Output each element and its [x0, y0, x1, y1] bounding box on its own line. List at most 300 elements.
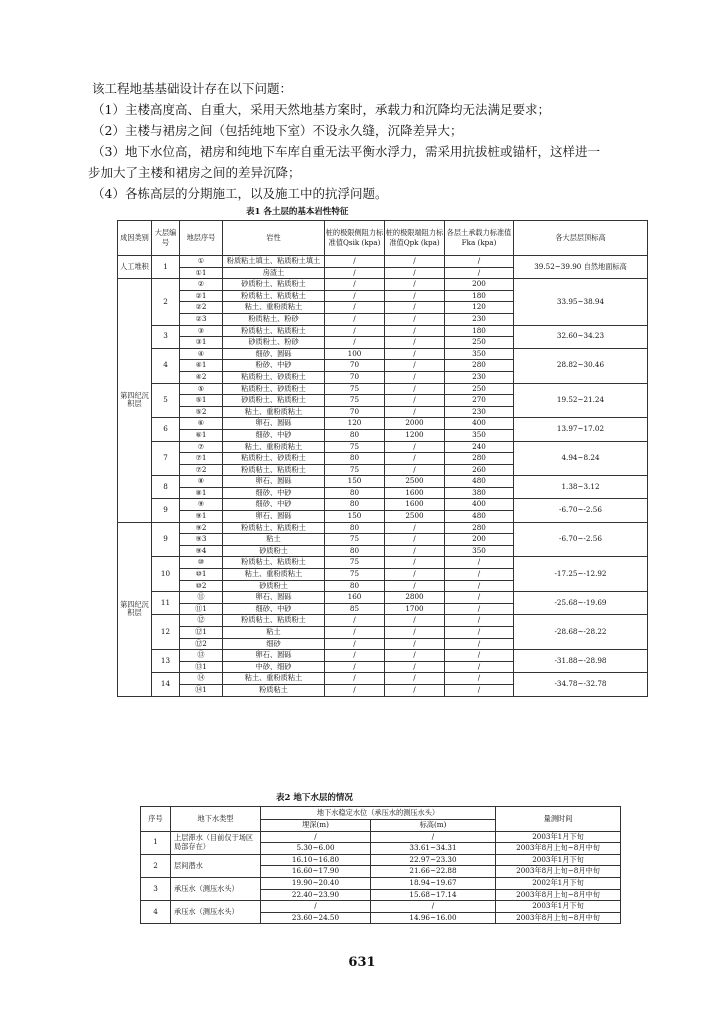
qpk-cell: / [385, 267, 445, 279]
qsik-cell: / [325, 302, 385, 314]
qsik-cell: 120 [325, 418, 385, 430]
elevation-cell: 33.95~38.94 [514, 279, 648, 325]
fka-cell: / [445, 592, 514, 604]
measure-time-cell: 2003年1月下旬 [496, 831, 621, 843]
depth-cell: / [261, 901, 371, 913]
qsik-cell: 80 [325, 580, 385, 592]
qsik-cell: / [325, 650, 385, 662]
fka-cell: 480 [445, 511, 514, 523]
qsik-cell: 75 [325, 464, 385, 476]
qpk-cell: / [385, 638, 445, 650]
qpk-cell: / [385, 256, 445, 268]
table-row [118, 325, 648, 337]
qpk-cell: 2500 [385, 511, 445, 523]
layer-no-cell: ⑤1 [180, 395, 223, 407]
major-layer-cell: 10 [152, 557, 180, 592]
fka-cell: 270 [445, 395, 514, 407]
qsik-cell: / [325, 279, 385, 291]
elevation-cell: -28.68~-28.22 [514, 615, 648, 650]
layer-no-cell: ③ [180, 325, 223, 337]
layer-no-cell: ⑫1 [180, 627, 223, 639]
layer-no-cell: ⑨4 [180, 545, 223, 557]
qsik-cell: 80 [325, 429, 385, 441]
water-type-cell: 上层滞水（目前仅于场区局部存在） [171, 831, 261, 854]
lithology-cell: 卵石、圆砾 [223, 418, 325, 430]
depth-cell: 19.90~20.40 [261, 877, 371, 889]
elevation-cell: 33.61~34.31 [371, 843, 496, 855]
lithology-cell: 粘土、重粉质粘土 [223, 441, 325, 453]
intro-line-3: （2）主楼与裙房之间（包括纯地下室）不设永久缝，沉降差异大； [92, 123, 463, 138]
qsik-cell: 75 [325, 534, 385, 546]
layer-no-cell: ④ [180, 348, 223, 360]
depth-cell: 16.60~17.90 [261, 866, 371, 878]
fka-cell: / [445, 580, 514, 592]
qsik-cell: 160 [325, 592, 385, 604]
depth-cell: 23.60~24.50 [261, 912, 371, 924]
qsik-cell: / [325, 638, 385, 650]
lithology-cell: 砂质粉土、粘质粉土 [223, 279, 325, 291]
elevation-cell: 1.38~3.12 [514, 476, 648, 499]
qsik-cell: 80 [325, 499, 385, 511]
water-type-cell: 承压水（测压水头） [171, 901, 261, 924]
header-no: 序号 [141, 807, 171, 832]
qsik-cell: 80 [325, 522, 385, 534]
major-layer-cell: 3 [152, 325, 180, 348]
fka-cell: 480 [445, 476, 514, 488]
elevation-cell: 15.68~17.14 [371, 889, 496, 901]
fka-cell: / [445, 638, 514, 650]
lithology-cell: 粉质粘土、粘质粘土 [223, 290, 325, 302]
qsik-cell: / [325, 290, 385, 302]
major-layer-cell: 13 [152, 650, 180, 673]
qpk-cell: 1700 [385, 603, 445, 615]
major-layer-cell: 9 [152, 499, 180, 522]
fka-cell: 250 [445, 383, 514, 395]
elevation-cell: 28.82~30.46 [514, 348, 648, 383]
qpk-cell: / [385, 441, 445, 453]
qpk-cell: / [385, 395, 445, 407]
layer-no-cell: ⑪1 [180, 603, 223, 615]
major-layer-cell: 7 [152, 441, 180, 476]
layer-no-cell: ⑪ [180, 592, 223, 604]
elevation-cell: / [371, 901, 496, 913]
layer-no-cell: ⑦2 [180, 464, 223, 476]
qpk-cell: / [385, 313, 445, 325]
table-row [118, 279, 648, 291]
lithology-cell: 砂质粉土、粉砂 [223, 337, 325, 349]
major-layer-cell: 11 [152, 592, 180, 615]
layer-no-cell: ⑨3 [180, 534, 223, 546]
lithology-cell: 粘土、重粉质粘土 [223, 673, 325, 685]
header-water-type: 地下水类型 [171, 807, 261, 832]
qpk-cell: 2500 [385, 476, 445, 488]
qsik-cell: / [325, 627, 385, 639]
water-no-cell: 1 [141, 831, 171, 854]
table1-caption: 表1 各土层的基本岩性特征 [246, 207, 349, 217]
table-row [118, 522, 648, 534]
elevation-cell: / [371, 831, 496, 843]
major-layer-cell: 9 [152, 522, 180, 557]
elevation-cell: 14.96~16.00 [371, 912, 496, 924]
qpk-cell: / [385, 580, 445, 592]
qsik-cell: 85 [325, 603, 385, 615]
table-row [118, 383, 648, 395]
fka-cell: / [445, 627, 514, 639]
elevation-cell: -6.70~-2.56 [514, 499, 648, 522]
table-row [141, 901, 621, 913]
fka-cell: 250 [445, 337, 514, 349]
fka-cell: 230 [445, 313, 514, 325]
header-qsik: 桩的极限侧阻力标准值Qsik (kpa) [325, 221, 385, 256]
fka-cell: / [445, 684, 514, 696]
header-major-layer: 大层编号 [152, 221, 180, 256]
fka-cell: 230 [445, 371, 514, 383]
page-number: 631 [348, 955, 376, 970]
major-layer-cell: 12 [152, 615, 180, 650]
measure-time-cell: 2003年8月上旬~8月中旬 [496, 912, 621, 924]
qsik-cell: 150 [325, 511, 385, 523]
major-layer-cell: 14 [152, 673, 180, 696]
layer-no-cell: ②2 [180, 302, 223, 314]
qsik-cell: 80 [325, 453, 385, 465]
qpk-cell: / [385, 673, 445, 685]
layer-no-cell: ④1 [180, 360, 223, 372]
measure-time-cell: 2003年8月上旬~8月中旬 [496, 843, 621, 855]
table-row [118, 476, 648, 488]
intro-line-5: 步加大了主楼和裙房之间的差异沉降； [88, 165, 301, 180]
soil-layer-table [117, 220, 648, 697]
qpk-cell: / [385, 337, 445, 349]
water-no-cell: 4 [141, 901, 171, 924]
fka-cell: 400 [445, 499, 514, 511]
table-row [118, 673, 648, 685]
table-row [118, 615, 648, 627]
qsik-cell: / [325, 313, 385, 325]
lithology-cell: 粘土 [223, 534, 325, 546]
elevation-cell: 19.52~21.24 [514, 383, 648, 418]
elevation-cell: 22.97~23.30 [371, 854, 496, 866]
table-row [118, 592, 648, 604]
intro-line-1: 该工程地基基础设计存在以下问题： [92, 81, 293, 96]
layer-no-cell: ⑨ [180, 499, 223, 511]
layer-no-cell: ②3 [180, 313, 223, 325]
layer-no-cell: ③1 [180, 337, 223, 349]
elevation-cell: 4.94~8.24 [514, 441, 648, 476]
header-qpk: 桩的极限端阻力标准值Qpk (kpa) [385, 221, 445, 256]
fka-cell: 280 [445, 360, 514, 372]
qpk-cell: / [385, 569, 445, 581]
layer-no-cell: ⑬ [180, 650, 223, 662]
qsik-cell: / [325, 615, 385, 627]
qsik-cell: / [325, 684, 385, 696]
elevation-cell: 13.97~17.02 [514, 418, 648, 441]
lithology-cell: 细砂、中砂 [223, 499, 325, 511]
lithology-cell: 粘土、重粉质粘土 [223, 302, 325, 314]
qpk-cell: / [385, 557, 445, 569]
qsik-cell: / [325, 673, 385, 685]
table-row [118, 418, 648, 430]
qpk-cell: / [385, 325, 445, 337]
fka-cell: 350 [445, 348, 514, 360]
lithology-cell: 中砂、细砂 [223, 661, 325, 673]
qpk-cell: / [385, 290, 445, 302]
lithology-cell: 粘质粉土、砂质粉土 [223, 453, 325, 465]
header-lithology: 岩性 [223, 221, 325, 256]
layer-no-cell: ⑨1 [180, 511, 223, 523]
fka-cell: 350 [445, 545, 514, 557]
lithology-cell: 粉质粘土、粘质粉土 [223, 557, 325, 569]
genesis-cell: 人工堆积 [118, 256, 152, 279]
table2-header-row [141, 807, 621, 820]
major-layer-cell: 5 [152, 383, 180, 418]
lithology-cell: 粘质粉土、砂质粉土 [223, 371, 325, 383]
elevation-cell: 21.66~22.88 [371, 866, 496, 878]
intro-line-4: （3）地下水位高，裙房和纯地下车库自重无法平衡水浮力，需采用抗拔桩或锚杆，这样进一 [92, 144, 600, 159]
fka-cell: 400 [445, 418, 514, 430]
qpk-cell: / [385, 545, 445, 557]
lithology-cell: 粘土、重粉质粘土 [223, 406, 325, 418]
fka-cell: / [445, 615, 514, 627]
header-elevation: 标高(m) [371, 820, 496, 832]
water-no-cell: 3 [141, 877, 171, 900]
lithology-cell: 房渣土 [223, 267, 325, 279]
table-row [118, 441, 648, 453]
lithology-cell: 粉质粘土填土、粘质粉土填土 [223, 256, 325, 268]
major-layer-cell: 4 [152, 348, 180, 383]
depth-cell: 5.30~6.00 [261, 843, 371, 855]
layer-no-cell: ① [180, 256, 223, 268]
layer-no-cell: ④2 [180, 371, 223, 383]
qsik-cell: 70 [325, 406, 385, 418]
qpk-cell: 2000 [385, 418, 445, 430]
qpk-cell: / [385, 684, 445, 696]
intro-line-2: （1）主楼高度高、自重大，采用天然地基方案时，承载力和沉降均无法满足要求； [92, 102, 550, 117]
table-row [141, 854, 621, 866]
depth-cell: 16.10~16.80 [261, 854, 371, 866]
qsik-cell: 75 [325, 569, 385, 581]
lithology-cell: 粉质粘土、粘质粉土 [223, 615, 325, 627]
elevation-cell: -6.70~-2.56 [514, 522, 648, 557]
qpk-cell: 1200 [385, 429, 445, 441]
qpk-cell: / [385, 464, 445, 476]
water-no-cell: 2 [141, 854, 171, 877]
table1-header-row [118, 221, 648, 256]
layer-no-cell: ⑭ [180, 673, 223, 685]
qpk-cell: 1600 [385, 499, 445, 511]
elevation-cell: -25.68~-19.69 [514, 592, 648, 615]
elevation-cell: -34.78~-32.78 [514, 673, 648, 696]
lithology-cell: 砂质粉土 [223, 545, 325, 557]
table-row [118, 348, 648, 360]
layer-no-cell: ⑭1 [180, 684, 223, 696]
qsik-cell: 80 [325, 545, 385, 557]
layer-no-cell: ② [180, 279, 223, 291]
layer-no-cell: ⑤2 [180, 406, 223, 418]
layer-no-cell: ⑩ [180, 557, 223, 569]
qpk-cell: / [385, 650, 445, 662]
header-measure-time: 量测时间 [496, 807, 621, 832]
header-elevation: 各大层层顶标高 [514, 221, 648, 256]
major-layer-cell: 1 [152, 256, 180, 279]
lithology-cell: 粘质粉土、砂质粉土 [223, 383, 325, 395]
fka-cell: 380 [445, 487, 514, 499]
qsik-cell: 75 [325, 557, 385, 569]
measure-time-cell: 2003年1月下旬 [496, 854, 621, 866]
header-fka: 各层土承载力标准值Fka (kpa) [445, 221, 514, 256]
fka-cell: 180 [445, 290, 514, 302]
fka-cell: 230 [445, 406, 514, 418]
elevation-cell: 32.60~34.23 [514, 325, 648, 348]
layer-no-cell: ⑫ [180, 615, 223, 627]
fka-cell: 280 [445, 453, 514, 465]
qpk-cell: / [385, 627, 445, 639]
elevation-cell: -17.25~-12.92 [514, 557, 648, 592]
fka-cell: / [445, 673, 514, 685]
layer-no-cell: ⑩2 [180, 580, 223, 592]
layer-no-cell: ⑫2 [180, 638, 223, 650]
qsik-cell: 80 [325, 487, 385, 499]
table-row [141, 831, 621, 843]
lithology-cell: 粘土 [223, 627, 325, 639]
major-layer-cell: 2 [152, 279, 180, 325]
depth-cell: 22.40~23.90 [261, 889, 371, 901]
layer-no-cell: ⑧1 [180, 487, 223, 499]
qpk-cell: / [385, 383, 445, 395]
fka-cell: / [445, 256, 514, 268]
qpk-cell: / [385, 360, 445, 372]
qsik-cell: / [325, 325, 385, 337]
lithology-cell: 粉质粘土 [223, 684, 325, 696]
fka-cell: / [445, 650, 514, 662]
qsik-cell: / [325, 337, 385, 349]
qpk-cell: / [385, 534, 445, 546]
lithology-cell: 卵石、圆砾 [223, 592, 325, 604]
qpk-cell: / [385, 453, 445, 465]
layer-no-cell: ⑨2 [180, 522, 223, 534]
qsik-cell: 70 [325, 360, 385, 372]
fka-cell: 200 [445, 534, 514, 546]
table-row [141, 877, 621, 889]
layer-no-cell: ⑦1 [180, 453, 223, 465]
fka-cell: / [445, 569, 514, 581]
qpk-cell: / [385, 522, 445, 534]
lithology-cell: 砂质粉土、粘质粉土 [223, 395, 325, 407]
groundwater-table [140, 806, 621, 924]
intro-line-6: （4）各栋高层的分期施工，以及施工中的抗浮问题。 [92, 186, 388, 201]
lithology-cell: 细砂、中砂 [223, 487, 325, 499]
fka-cell: 120 [445, 302, 514, 314]
fka-cell: / [445, 603, 514, 615]
lithology-cell: 粉质粘土、粘质粉土 [223, 522, 325, 534]
qsik-cell: / [325, 661, 385, 673]
qsik-cell: 100 [325, 348, 385, 360]
table-row [118, 557, 648, 569]
qsik-cell: 75 [325, 395, 385, 407]
lithology-cell: 细砂、中砂 [223, 429, 325, 441]
qpk-cell: / [385, 371, 445, 383]
elevation-cell: 39.52~39.90 自然地面标高 [514, 256, 648, 279]
qsik-cell: / [325, 267, 385, 279]
fka-cell: 240 [445, 441, 514, 453]
qpk-cell: / [385, 661, 445, 673]
fka-cell: 350 [445, 429, 514, 441]
layer-no-cell: ⑤ [180, 383, 223, 395]
header-depth: 埋深(m) [261, 820, 371, 832]
depth-cell: / [261, 831, 371, 843]
layer-no-cell: ⑧ [180, 476, 223, 488]
table-row [118, 256, 648, 268]
water-type-cell: 层间潜水 [171, 854, 261, 877]
lithology-cell: 砂质粉土 [223, 580, 325, 592]
lithology-cell: 粉质粘土、粉砂 [223, 313, 325, 325]
layer-no-cell: ⑬1 [180, 661, 223, 673]
qsik-cell: 75 [325, 441, 385, 453]
header-genesis: 成因类别 [118, 221, 152, 256]
elevation-cell: -31.88~-28.98 [514, 650, 648, 673]
qpk-cell: / [385, 348, 445, 360]
layer-no-cell: ⑥ [180, 418, 223, 430]
qsik-cell: 70 [325, 371, 385, 383]
table-row [118, 650, 648, 662]
lithology-cell: 粉质粘土、粘质粉土 [223, 325, 325, 337]
qpk-cell: / [385, 615, 445, 627]
lithology-cell: 细砂 [223, 638, 325, 650]
table-row [118, 499, 648, 511]
genesis-cell: 第四纪沉积层 [118, 522, 152, 696]
fka-cell: 260 [445, 464, 514, 476]
fka-cell: / [445, 267, 514, 279]
measure-time-cell: 2003年1月下旬 [496, 901, 621, 913]
lithology-cell: 卵石、圆砾 [223, 476, 325, 488]
layer-no-cell: ⑥1 [180, 429, 223, 441]
fka-cell: 280 [445, 522, 514, 534]
measure-time-cell: 2003年8月上旬~8月中旬 [496, 866, 621, 878]
header-water-level: 地下水稳定水位（承压水的测压水头） [261, 807, 496, 820]
fka-cell: 180 [445, 325, 514, 337]
lithology-cell: 卵石、圆砾 [223, 511, 325, 523]
major-layer-cell: 6 [152, 418, 180, 441]
qpk-cell: 1600 [385, 487, 445, 499]
header-layer-no: 地层序号 [180, 221, 223, 256]
qpk-cell: / [385, 406, 445, 418]
layer-no-cell: ⑦ [180, 441, 223, 453]
measure-time-cell: 2002年1月下旬 [496, 877, 621, 889]
lithology-cell: 卵石、圆砾 [223, 650, 325, 662]
measure-time-cell: 2003年8月上旬~8月中旬 [496, 889, 621, 901]
genesis-cell: 第四纪沉积层 [118, 279, 152, 522]
layer-no-cell: ⑩1 [180, 569, 223, 581]
qsik-cell: 150 [325, 476, 385, 488]
lithology-cell: 粉质粘土、粘质粉土 [223, 464, 325, 476]
lithology-cell: 粉砂、中砂 [223, 360, 325, 372]
qpk-cell: / [385, 279, 445, 291]
layer-no-cell: ①1 [180, 267, 223, 279]
elevation-cell: 18.94~19.67 [371, 877, 496, 889]
qsik-cell: / [325, 256, 385, 268]
lithology-cell: 粘土、重粉质粘土 [223, 569, 325, 581]
layer-no-cell: ②1 [180, 290, 223, 302]
lithology-cell: 细砂、圆砾 [223, 348, 325, 360]
qpk-cell: / [385, 302, 445, 314]
major-layer-cell: 8 [152, 476, 180, 499]
qpk-cell: 2800 [385, 592, 445, 604]
lithology-cell: 细砂、中砂 [223, 603, 325, 615]
fka-cell: 200 [445, 279, 514, 291]
qsik-cell: 75 [325, 383, 385, 395]
table2-caption: 表2 地下水层的情况 [276, 793, 353, 803]
fka-cell: / [445, 661, 514, 673]
fka-cell: / [445, 557, 514, 569]
